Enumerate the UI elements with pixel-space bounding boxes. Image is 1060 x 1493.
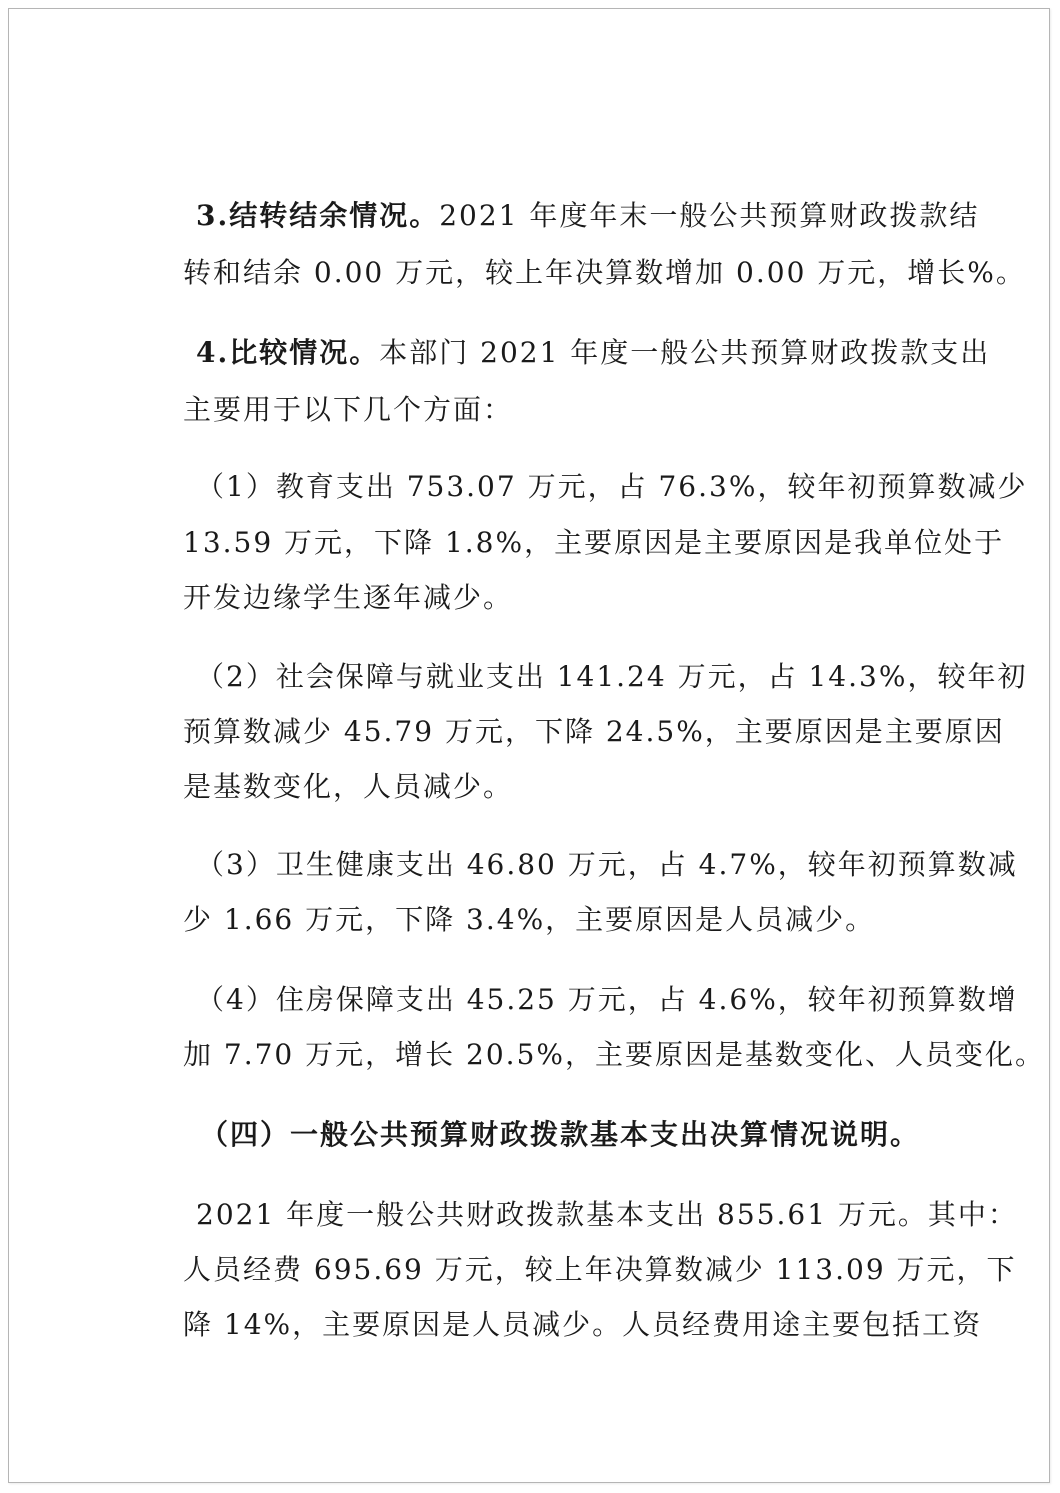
section-heading: （四）一般公共预算财政拨款基本支出决算情况说明。 [200, 1118, 921, 1151]
paragraph-3-line-1 [196, 196, 979, 236]
item-1-line-3: 开发边缘学生逐年减少。 [183, 581, 514, 614]
final-paragraph-line-1: 2021 年度一般公共财政拨款基本支出 855.61 万元。其中： [196, 1198, 1018, 1231]
final-paragraph-line-2: 人员经费 695.69 万元，较上年决算数减少 113.09 万元，下 [183, 1253, 1017, 1286]
final-paragraph-line-3: 降 14%，主要原因是人员减少。人员经费用途主要包括工资 [183, 1308, 983, 1341]
item-1-line-2: 13.59 万元，下降 1.8%，主要原因是主要原因是我单位处于 [183, 526, 1005, 559]
paragraph-3-line-2: 转和结余 0.00 万元，较上年决算数增加 0.00 万元，增长%。 [183, 256, 1026, 289]
paragraph-3-lead: 3.结转结余情况。 [196, 199, 440, 232]
item-3-line-2: 少 1.66 万元，下降 3.4%，主要原因是人员减少。 [183, 903, 876, 936]
item-4-line-1: （4）住房保障支出 45.25 万元，占 4.6%，较年初预算数增 [196, 983, 1018, 1016]
paragraph-4-text: 本部门 2021 年度一般公共预算财政拨款支出 [379, 336, 991, 369]
item-2-line-1: （2）社会保障与就业支出 141.24 万元，占 14.3%，较年初 [196, 660, 1028, 693]
item-2-line-3: 是基数变化，人员减少。 [183, 770, 514, 803]
paragraph-4-lead: 4.比较情况。 [196, 336, 380, 369]
paragraph-3-text: 2021 年度年末一般公共预算财政拨款结 [439, 199, 980, 232]
paragraph-4-line-1 [196, 333, 990, 373]
paragraph-4-line-2: 主要用于以下几个方面： [183, 393, 514, 426]
item-1-line-1: （1）教育支出 753.07 万元，占 76.3%，较年初预算数减少 [196, 470, 1028, 503]
item-4-line-2: 加 7.70 万元，增长 20.5%，主要原因是基数变化、人员变化。 [183, 1038, 1045, 1071]
item-3-line-1: （3）卫生健康支出 46.80 万元，占 4.7%，较年初预算数减 [196, 848, 1018, 881]
item-2-line-2: 预算数减少 45.79 万元，下降 24.5%，主要原因是主要原因 [183, 715, 1005, 748]
